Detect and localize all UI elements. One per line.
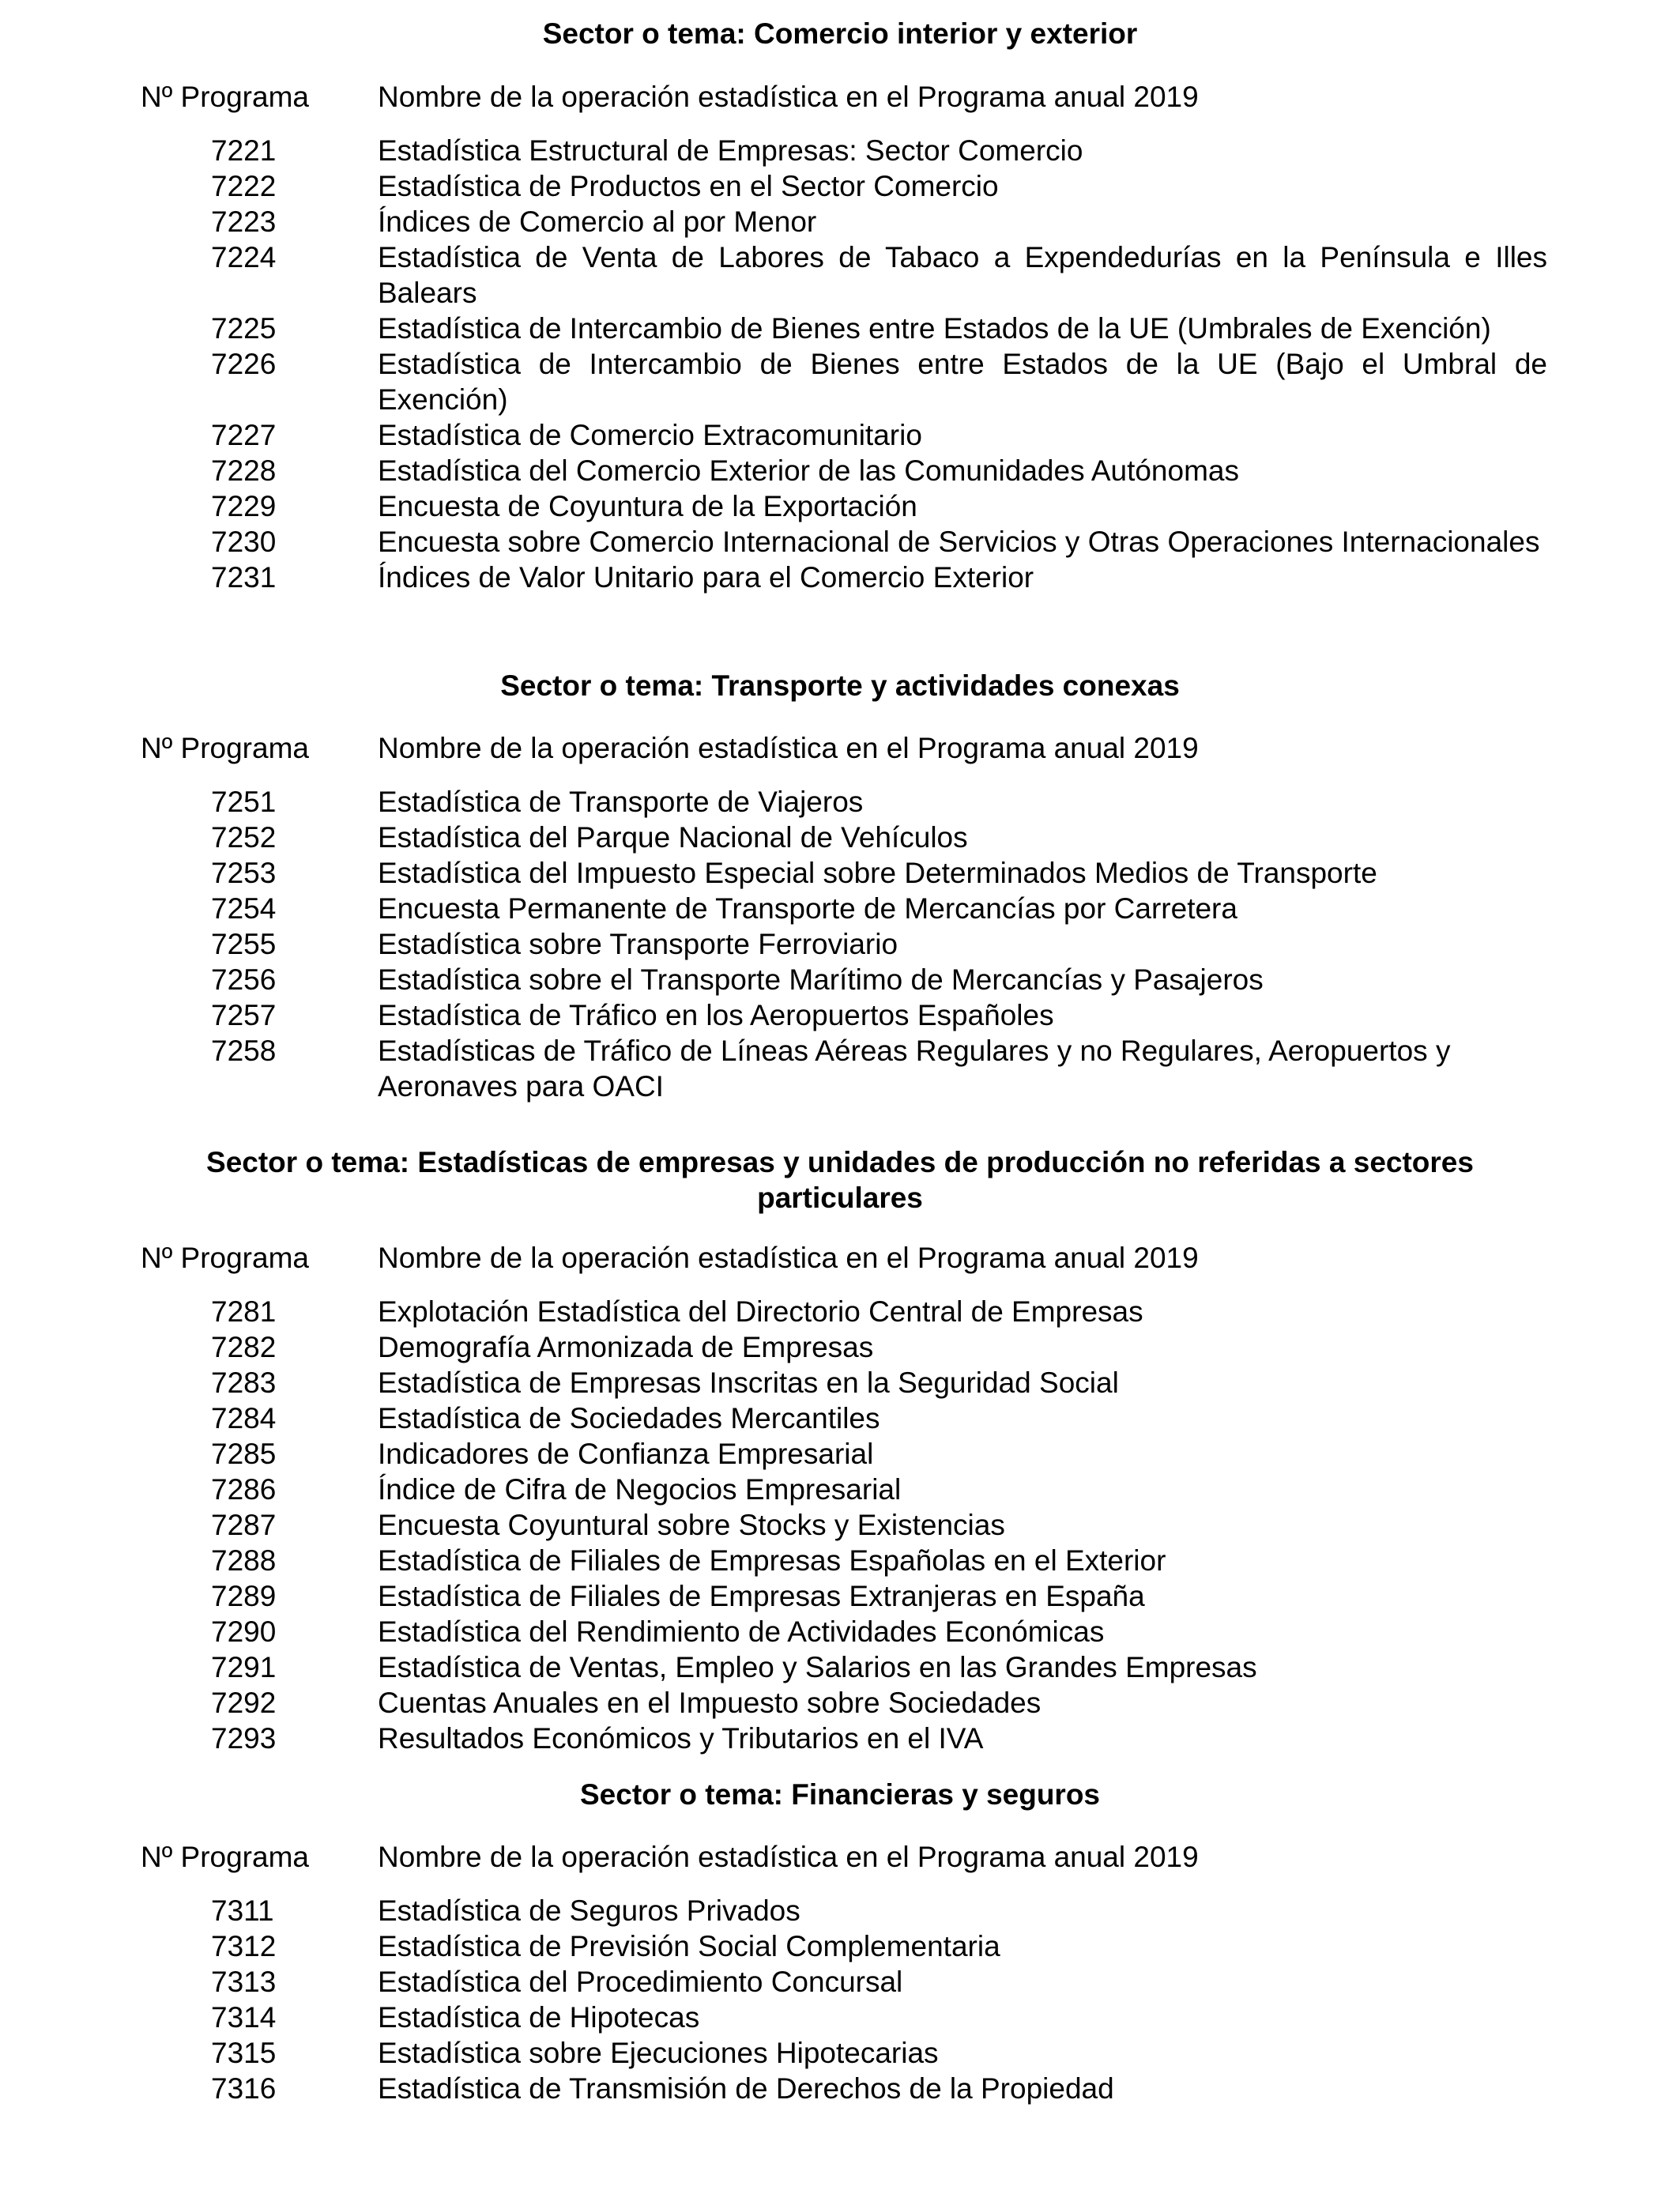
operation-name: Estadística sobre Ejecuciones Hipotecarias: [378, 2037, 939, 2069]
program-number: 7226: [211, 348, 277, 380]
header-operation-name: Nombre de la operación estadística en el Programa anual 2019: [378, 732, 1199, 764]
list-item: [0, 168, 1680, 204]
program-number: 7292: [211, 1687, 277, 1719]
table-header: [0, 730, 1680, 766]
operation-name: Estadística de Ventas, Empleo y Salarios en las Grandes Empresas: [378, 1651, 1257, 1683]
operation-name: Estadística sobre Transporte Ferroviario: [378, 928, 898, 960]
operation-name: Estadística de Productos en el Sector Comercio: [378, 170, 999, 202]
header-program-number: Nº Programa: [141, 732, 309, 764]
list-item: [0, 926, 1680, 962]
operation-name: Estadística de Filiales de Empresas Extranjeras en España: [378, 1580, 1145, 1612]
operation-name: Estadística de Tráfico en los Aeropuertos Españoles: [378, 999, 1054, 1031]
list-item: [0, 1472, 1680, 1507]
list-item: [0, 2071, 1680, 2106]
program-number: 7291: [211, 1651, 277, 1683]
program-number: 7288: [211, 1544, 277, 1577]
program-number: 7229: [211, 490, 277, 522]
list-item: [0, 1033, 1680, 1104]
list-item: [0, 1436, 1680, 1472]
program-number: 7227: [211, 419, 277, 451]
program-number: 7282: [211, 1331, 277, 1363]
program-list: [0, 784, 1680, 1104]
operation-name: Estadística de Transporte de Viajeros: [378, 786, 864, 818]
header-operation-name: Nombre de la operación estadística en el Programa anual 2019: [378, 81, 1199, 113]
operation-name: Estadística del Rendimiento de Actividades Económicas: [378, 1615, 1105, 1648]
operation-name: Estadística de Venta de Labores de Tabaco a Expendedurías en la Península e Illes Balears: [378, 241, 1547, 309]
list-item: [0, 239, 1680, 311]
list-item: [0, 1649, 1680, 1685]
program-number: 7283: [211, 1367, 277, 1399]
list-item: [0, 1614, 1680, 1649]
header-program-number: Nº Programa: [141, 81, 309, 113]
list-item: [0, 2035, 1680, 2071]
program-number: 7314: [211, 2001, 277, 2034]
operation-name: Encuesta de Coyuntura de la Exportación: [378, 490, 917, 522]
program-number: 7286: [211, 1473, 277, 1506]
list-item: [0, 820, 1680, 855]
list-item: [0, 1400, 1680, 1436]
operation-name: Estadística de Hipotecas: [378, 2001, 700, 2034]
program-number: 7315: [211, 2037, 277, 2069]
operation-name: Estadística de Comercio Extracomunitario: [378, 419, 922, 451]
list-item: [0, 1721, 1680, 1756]
operation-name: Estadística de Intercambio de Bienes entre Estados de la UE (Umbrales de Exención): [378, 312, 1491, 345]
list-item: [0, 417, 1680, 453]
list-item: [0, 2000, 1680, 2035]
operation-name: Resultados Económicos y Tributarios en el IVA: [378, 1722, 984, 1755]
program-number: 7230: [211, 526, 277, 558]
program-number: 7287: [211, 1509, 277, 1541]
operation-name: Explotación Estadística del Directorio Central de Empresas: [378, 1295, 1143, 1328]
program-number: 7255: [211, 928, 277, 960]
list-item: [0, 1543, 1680, 1578]
operation-name: Indicadores de Confianza Empresarial: [378, 1438, 874, 1470]
list-item: [0, 1893, 1680, 1928]
list-item: [0, 133, 1680, 168]
program-number: 7281: [211, 1295, 277, 1328]
program-number: 7285: [211, 1438, 277, 1470]
header-operation-name: Nombre de la operación estadística en el Programa anual 2019: [378, 1841, 1199, 1873]
program-number: 7228: [211, 454, 277, 487]
list-item: [0, 1964, 1680, 2000]
program-number: 7312: [211, 1930, 277, 1962]
operation-name: Encuesta Coyuntural sobre Stocks y Existencias: [378, 1509, 1005, 1541]
header-operation-name: Nombre de la operación estadística en el Programa anual 2019: [378, 1242, 1199, 1274]
program-number: 7311: [211, 1894, 274, 1927]
program-number: 7254: [211, 892, 277, 925]
list-item: [0, 1365, 1680, 1400]
list-item: [0, 1578, 1680, 1614]
operation-name: Estadística del Parque Nacional de Vehículos: [378, 821, 968, 854]
list-item: [0, 784, 1680, 820]
list-item: [0, 204, 1680, 239]
section-title: Sector o tema: Comercio interior y exterior: [542, 17, 1138, 50]
program-number: 7252: [211, 821, 277, 854]
program-number: 7223: [211, 205, 277, 238]
program-number: 7251: [211, 786, 277, 818]
program-number: 7293: [211, 1722, 277, 1755]
table-header: [0, 79, 1680, 115]
list-item: [0, 1294, 1680, 1329]
list-item: [0, 1329, 1680, 1365]
program-number: 7289: [211, 1580, 277, 1612]
program-number: 7256: [211, 963, 277, 996]
list-item: [0, 311, 1680, 346]
operation-name: Estadística de Previsión Social Complementaria: [378, 1930, 1000, 1962]
list-item: [0, 346, 1680, 417]
operation-name: Índices de Valor Unitario para el Comercio Exterior: [378, 561, 1034, 594]
operation-name: Índices de Comercio al por Menor: [378, 205, 817, 238]
table-header: [0, 1240, 1680, 1276]
section-title: Sector o tema: Financieras y seguros: [579, 1778, 1100, 1811]
program-number: 7221: [211, 134, 277, 167]
header-program-number: Nº Programa: [141, 1841, 309, 1873]
operation-name: Estadística de Seguros Privados: [378, 1894, 800, 1927]
operation-name: Estadística de Filiales de Empresas Españolas en el Exterior: [378, 1544, 1166, 1577]
section-title: Sector o tema: Estadísticas de empresas y unidades de producción no referidas a sectores particulares: [206, 1146, 1474, 1214]
operation-name: Estadística del Procedimiento Concursal: [378, 1966, 903, 1998]
operation-name: Estadística de Intercambio de Bienes entre Estados de la UE (Bajo el Umbral de Exención): [378, 348, 1547, 416]
program-number: 7313: [211, 1966, 277, 1998]
list-item: [0, 1685, 1680, 1721]
program-number: 7257: [211, 999, 277, 1031]
operation-name: Estadística de Transmisión de Derechos de la Propiedad: [378, 2072, 1114, 2105]
program-list: [0, 1893, 1680, 2106]
program-list: [0, 133, 1680, 595]
operation-name: Estadísticas de Tráfico de Líneas Aéreas Regulares y no Regulares, Aeropuertos y Aeronaves para OACI: [378, 1035, 1451, 1103]
operation-name: Estadística sobre el Transporte Marítimo de Mercancías y Pasajeros: [378, 963, 1264, 996]
program-number: 7284: [211, 1402, 277, 1434]
operation-name: Estadística de Empresas Inscritas en la Seguridad Social: [378, 1367, 1119, 1399]
list-item: [0, 524, 1680, 560]
list-item: [0, 1928, 1680, 1964]
program-number: 7253: [211, 857, 277, 889]
list-item: [0, 962, 1680, 997]
operation-name: Demografía Armonizada de Empresas: [378, 1331, 874, 1363]
operation-name: Estadística del Comercio Exterior de las Comunidades Autónomas: [378, 454, 1239, 487]
list-item: [0, 453, 1680, 488]
section-title: Sector o tema: Transporte y actividades conexas: [500, 669, 1180, 702]
program-number: 7222: [211, 170, 277, 202]
header-program-number: Nº Programa: [141, 1242, 309, 1274]
program-list: [0, 1294, 1680, 1756]
list-item: [0, 560, 1680, 595]
list-item: [0, 1507, 1680, 1543]
list-item: [0, 997, 1680, 1033]
operation-name: Encuesta Permanente de Transporte de Mercancías por Carretera: [378, 892, 1237, 925]
list-item: [0, 891, 1680, 926]
list-item: [0, 488, 1680, 524]
table-header: [0, 1839, 1680, 1875]
program-number: 7224: [211, 241, 277, 273]
operation-name: Estadística del Impuesto Especial sobre Determinados Medios de Transporte: [378, 857, 1377, 889]
list-item: [0, 855, 1680, 891]
program-number: 7258: [211, 1035, 277, 1067]
program-number: 7225: [211, 312, 277, 345]
program-number: 7316: [211, 2072, 277, 2105]
program-number: 7231: [211, 561, 277, 594]
operation-name: Estadística de Sociedades Mercantiles: [378, 1402, 880, 1434]
program-number: 7290: [211, 1615, 277, 1648]
operation-name: Estadística Estructural de Empresas: Sector Comercio: [378, 134, 1083, 167]
operation-name: Encuesta sobre Comercio Internacional de Servicios y Otras Operaciones Internacionales: [378, 526, 1540, 558]
operation-name: Índice de Cifra de Negocios Empresarial: [378, 1473, 902, 1506]
operation-name: Cuentas Anuales en el Impuesto sobre Sociedades: [378, 1687, 1042, 1719]
